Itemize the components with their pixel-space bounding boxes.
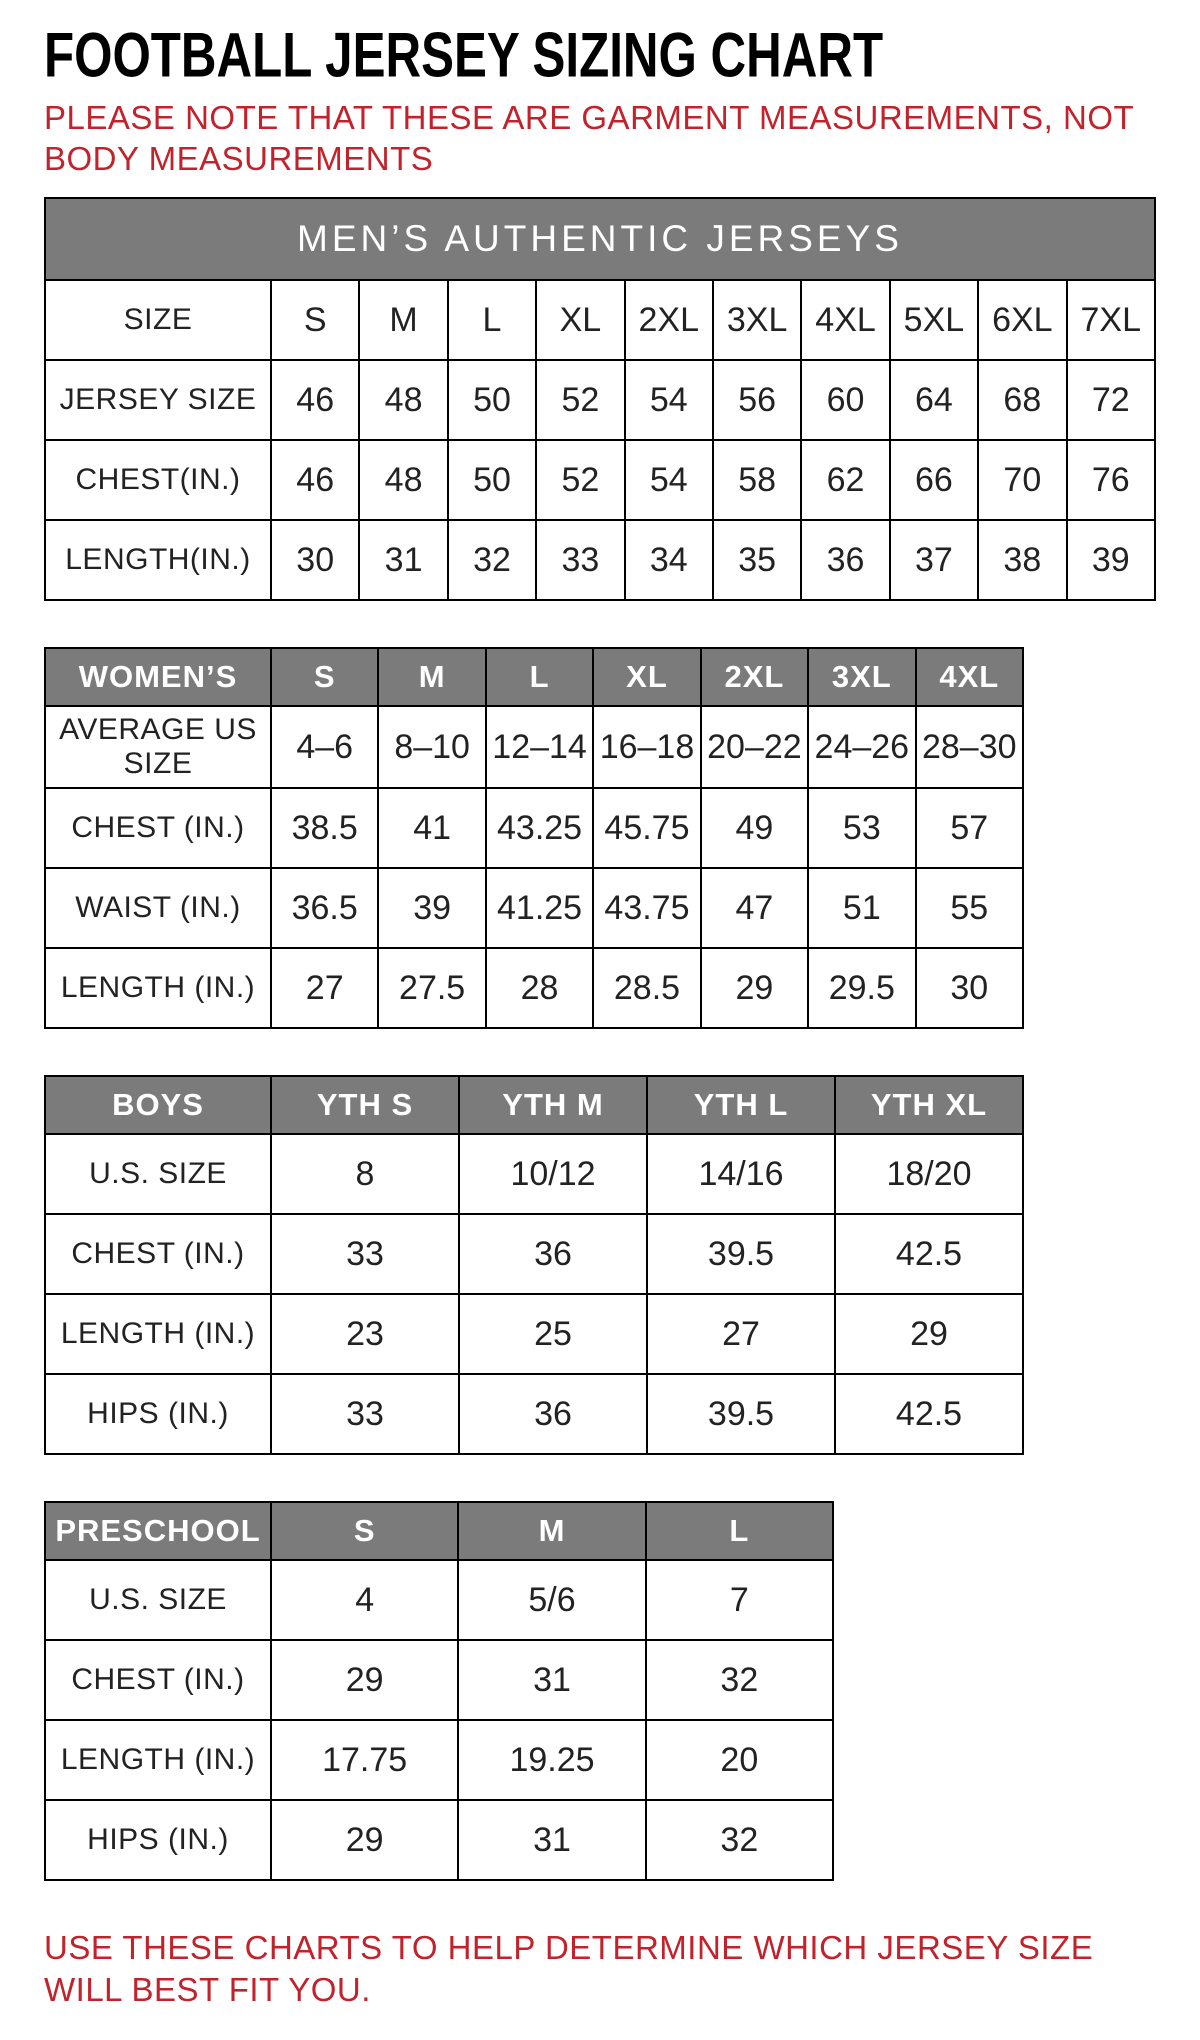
value-cell: 27 xyxy=(271,948,378,1028)
value-cell: 70 xyxy=(978,440,1066,520)
value-cell: 30 xyxy=(271,520,359,600)
row-label: WAIST (IN.) xyxy=(45,868,271,948)
value-cell: 17.75 xyxy=(271,1720,458,1800)
mens-table-row xyxy=(45,360,1155,440)
value-cell: 27 xyxy=(647,1294,835,1374)
value-cell: M xyxy=(359,280,447,360)
value-cell: 56 xyxy=(713,360,801,440)
womens-column-header: 2XL xyxy=(701,648,808,706)
fit-help-note: USE THESE CHARTS TO HELP DETERMINE WHICH JERSEY SIZE WILL BEST FIT YOU. xyxy=(44,1929,1094,2008)
value-cell: 3XL xyxy=(713,280,801,360)
value-cell: 57 xyxy=(916,788,1023,868)
value-cell: 7 xyxy=(646,1560,833,1640)
value-cell: 29.5 xyxy=(808,948,915,1028)
value-cell: 48 xyxy=(359,440,447,520)
value-cell: 19.25 xyxy=(458,1720,645,1800)
value-cell: 28 xyxy=(486,948,593,1028)
boys-column-header: YTH XL xyxy=(835,1076,1023,1134)
value-cell: 38 xyxy=(978,520,1066,600)
row-label: U.S. SIZE xyxy=(45,1134,271,1214)
value-cell: L xyxy=(448,280,536,360)
value-cell: 62 xyxy=(801,440,889,520)
value-cell: 41.25 xyxy=(486,868,593,948)
value-cell: 50 xyxy=(448,360,536,440)
value-cell: 29 xyxy=(271,1640,458,1720)
womens-table-row xyxy=(45,788,1023,868)
value-cell: 5XL xyxy=(890,280,978,360)
boys-header-row xyxy=(45,1076,1023,1134)
value-cell: XL xyxy=(536,280,624,360)
value-cell: 20 xyxy=(646,1720,833,1800)
row-label: AVERAGE US SIZE xyxy=(45,706,271,788)
row-label: CHEST(IN.) xyxy=(45,440,271,520)
value-cell: 48 xyxy=(359,360,447,440)
preschool-header-row xyxy=(45,1502,833,1560)
row-label: CHEST (IN.) xyxy=(45,1214,271,1294)
boys-table-row xyxy=(45,1214,1023,1294)
value-cell: 47 xyxy=(701,868,808,948)
value-cell: 25 xyxy=(459,1294,647,1374)
value-cell: S xyxy=(271,280,359,360)
preschool-table-row xyxy=(45,1640,833,1720)
value-cell: 5/6 xyxy=(458,1560,645,1640)
value-cell: 54 xyxy=(625,360,713,440)
boys-column-header: YTH S xyxy=(271,1076,459,1134)
value-cell: 36.5 xyxy=(271,868,378,948)
womens-column-header: M xyxy=(378,648,485,706)
value-cell: 46 xyxy=(271,440,359,520)
value-cell: 33 xyxy=(536,520,624,600)
value-cell: 72 xyxy=(1067,360,1155,440)
value-cell: 52 xyxy=(536,360,624,440)
boys-column-header: YTH L xyxy=(647,1076,835,1134)
womens-table-row xyxy=(45,948,1023,1028)
value-cell: 60 xyxy=(801,360,889,440)
womens-sizing-table xyxy=(44,647,1024,1029)
value-cell: 33 xyxy=(271,1374,459,1454)
value-cell: 10/12 xyxy=(459,1134,647,1214)
row-label: HIPS (IN.) xyxy=(45,1374,271,1454)
value-cell: 76 xyxy=(1067,440,1155,520)
page-title: FOOTBALL JERSEY SIZING CHART xyxy=(44,20,884,91)
value-cell: 39 xyxy=(1067,520,1155,600)
value-cell: 42.5 xyxy=(835,1374,1023,1454)
value-cell: 7XL xyxy=(1067,280,1155,360)
value-cell: 28.5 xyxy=(593,948,700,1028)
womens-column-header: 3XL xyxy=(808,648,915,706)
value-cell: 24–26 xyxy=(808,706,915,788)
garment-measurements-note: PLEASE NOTE THAT THESE ARE GARMENT MEASUREMENTS, NOT BODY MEASUREMENTS xyxy=(44,98,1134,178)
boys-sizing-table xyxy=(44,1075,1024,1455)
value-cell: 18/20 xyxy=(835,1134,1023,1214)
value-cell: 20–22 xyxy=(701,706,808,788)
value-cell: 27.5 xyxy=(378,948,485,1028)
value-cell: 12–14 xyxy=(486,706,593,788)
preschool-table-row xyxy=(45,1800,833,1880)
value-cell: 55 xyxy=(916,868,1023,948)
womens-table-row xyxy=(45,706,1023,788)
value-cell: 46 xyxy=(271,360,359,440)
value-cell: 33 xyxy=(271,1214,459,1294)
mens-table-row xyxy=(45,520,1155,600)
preschool-table-row xyxy=(45,1560,833,1640)
value-cell: 32 xyxy=(646,1800,833,1880)
value-cell: 53 xyxy=(808,788,915,868)
value-cell: 66 xyxy=(890,440,978,520)
tables-container xyxy=(44,197,1156,1881)
value-cell: 31 xyxy=(359,520,447,600)
row-label: HIPS (IN.) xyxy=(45,1800,271,1880)
value-cell: 51 xyxy=(808,868,915,948)
value-cell: 64 xyxy=(890,360,978,440)
value-cell: 4 xyxy=(271,1560,458,1640)
preschool-column-header: M xyxy=(458,1502,645,1560)
row-label: U.S. SIZE xyxy=(45,1560,271,1640)
preschool-column-header: S xyxy=(271,1502,458,1560)
boys-table-row xyxy=(45,1134,1023,1214)
value-cell: 16–18 xyxy=(593,706,700,788)
womens-column-header: S xyxy=(271,648,378,706)
value-cell: 52 xyxy=(536,440,624,520)
womens-header-row xyxy=(45,648,1023,706)
row-label: LENGTH (IN.) xyxy=(45,948,271,1028)
row-label: LENGTH (IN.) xyxy=(45,1294,271,1374)
value-cell: 39 xyxy=(378,868,485,948)
womens-column-header: L xyxy=(486,648,593,706)
value-cell: 36 xyxy=(459,1214,647,1294)
boys-table-row xyxy=(45,1374,1023,1454)
value-cell: 8–10 xyxy=(378,706,485,788)
value-cell: 8 xyxy=(271,1134,459,1214)
value-cell: 50 xyxy=(448,440,536,520)
value-cell: 14/16 xyxy=(647,1134,835,1214)
value-cell: 68 xyxy=(978,360,1066,440)
value-cell: 2XL xyxy=(625,280,713,360)
mens-sizing-table xyxy=(44,197,1156,601)
value-cell: 30 xyxy=(916,948,1023,1028)
value-cell: 49 xyxy=(701,788,808,868)
value-cell: 39.5 xyxy=(647,1214,835,1294)
value-cell: 43.25 xyxy=(486,788,593,868)
preschool-sizing-table xyxy=(44,1501,834,1881)
value-cell: 37 xyxy=(890,520,978,600)
value-cell: 45.75 xyxy=(593,788,700,868)
preschool-column-header: L xyxy=(646,1502,833,1560)
row-label: LENGTH(IN.) xyxy=(45,520,271,600)
value-cell: 58 xyxy=(713,440,801,520)
boys-header-label: BOYS xyxy=(45,1076,271,1134)
boys-column-header: YTH M xyxy=(459,1076,647,1134)
value-cell: 32 xyxy=(646,1640,833,1720)
mens-table-row xyxy=(45,280,1155,360)
row-label: LENGTH (IN.) xyxy=(45,1720,271,1800)
row-label: CHEST (IN.) xyxy=(45,788,271,868)
value-cell: 29 xyxy=(835,1294,1023,1374)
boys-table-row xyxy=(45,1294,1023,1374)
preschool-table-row xyxy=(45,1720,833,1800)
womens-header-label: WOMEN’S xyxy=(45,648,271,706)
row-label: JERSEY SIZE xyxy=(45,360,271,440)
value-cell: 6XL xyxy=(978,280,1066,360)
row-label: CHEST (IN.) xyxy=(45,1640,271,1720)
value-cell: 41 xyxy=(378,788,485,868)
womens-column-header: XL xyxy=(593,648,700,706)
value-cell: 31 xyxy=(458,1800,645,1880)
value-cell: 29 xyxy=(701,948,808,1028)
value-cell: 38.5 xyxy=(271,788,378,868)
value-cell: 28–30 xyxy=(916,706,1023,788)
value-cell: 42.5 xyxy=(835,1214,1023,1294)
value-cell: 34 xyxy=(625,520,713,600)
row-label: SIZE xyxy=(45,280,271,360)
value-cell: 54 xyxy=(625,440,713,520)
mens-table-row xyxy=(45,440,1155,520)
value-cell: 29 xyxy=(271,1800,458,1880)
value-cell: 4XL xyxy=(801,280,889,360)
value-cell: 36 xyxy=(801,520,889,600)
womens-column-header: 4XL xyxy=(916,648,1023,706)
value-cell: 43.75 xyxy=(593,868,700,948)
value-cell: 35 xyxy=(713,520,801,600)
womens-table-row xyxy=(45,868,1023,948)
value-cell: 39.5 xyxy=(647,1374,835,1454)
value-cell: 4–6 xyxy=(271,706,378,788)
mens-banner-title: MEN’S AUTHENTIC JERSEYS xyxy=(45,198,1155,280)
value-cell: 32 xyxy=(448,520,536,600)
preschool-header-label: PRESCHOOL xyxy=(45,1502,271,1560)
value-cell: 23 xyxy=(271,1294,459,1374)
value-cell: 31 xyxy=(458,1640,645,1720)
value-cell: 36 xyxy=(459,1374,647,1454)
